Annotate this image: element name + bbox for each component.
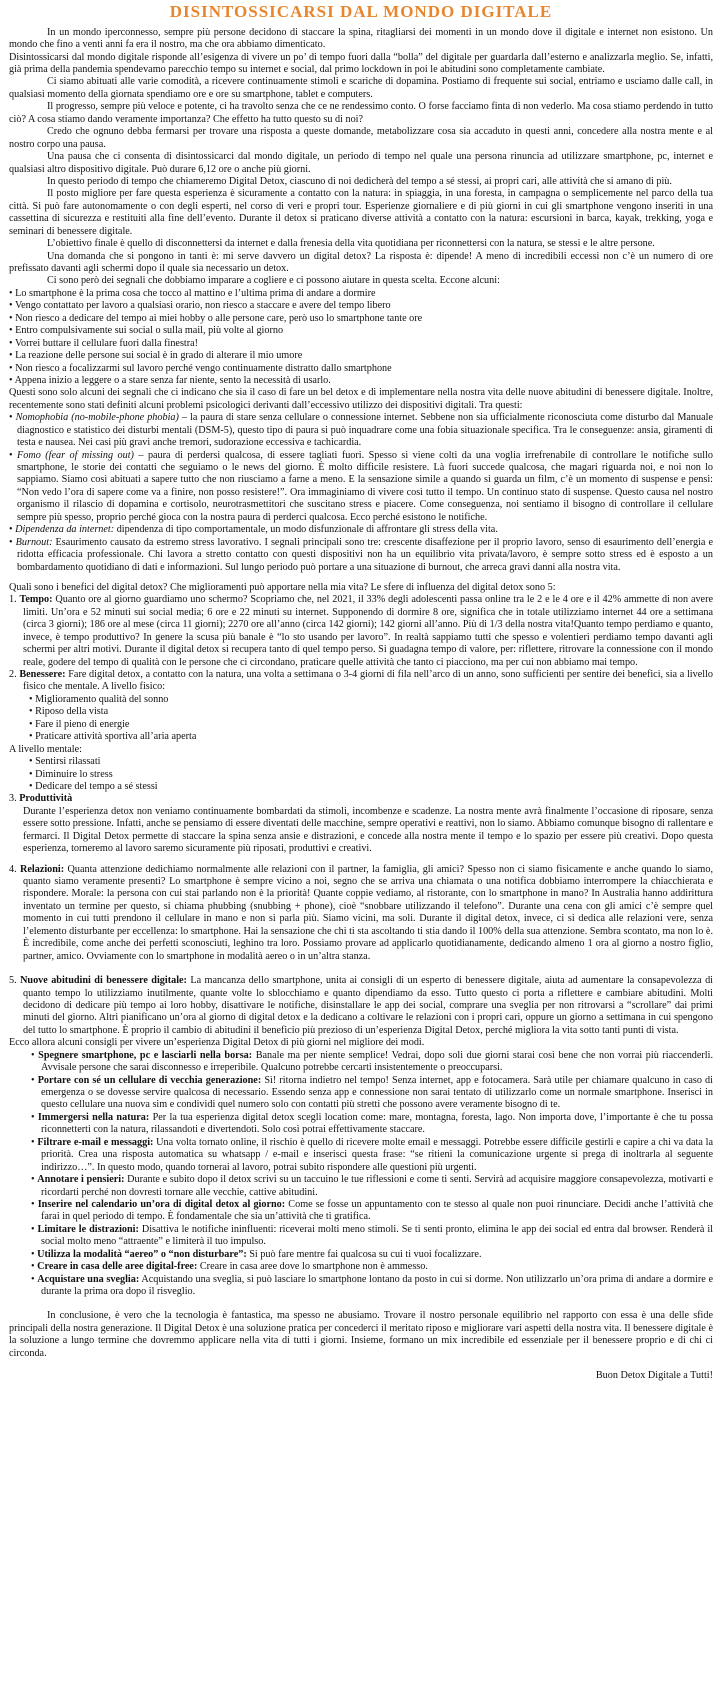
mental-benefit-text: Dedicare del tempo a sé stessi <box>35 780 158 792</box>
disorder-term: Fomo (fear of missing out) <box>17 449 134 461</box>
physical-benefit-item: • Fare il pieno di energie <box>29 718 130 730</box>
physical-benefit-text: Miglioramento qualità del sonno <box>35 693 169 705</box>
tip-text: Banale ma per niente semplice! Vedrai, dopo soli due giorni starai così bene che non vorrai più riaccenderli. Avvisale persone che sarai disconnesso e irreperibile. Qualcuno potrebbe cercarti insistentemente o preoccuparsi. <box>41 1049 713 1074</box>
signal-item: • Non riesco a dedicare del tempo ai miei hobby o alle persone care, però uso lo smartphone tante ore <box>9 312 423 324</box>
signal-item: • La reazione delle persone sui social è in grado di alterare il mio umore <box>9 350 303 362</box>
tip-item <box>31 1261 713 1273</box>
disorder-item: • Fomo (fear of missing out) – paura di perdersi qualcosa, di essere tagliati fuori. Spesso si viene colti da una voglia irrefrenabile di controllare le notifiche sullo smartphone, le storie dei contatti che seguiamo o le news del giorno. È molto difficile resistere. Là fuori succede qualcosa, che magari riguarda noi, e noi non lo sappiamo. Siamo così abituati a sapere tutto che non riusciamo a farne a meno. E la sensazione simile a quando si guarda un film, c’è un momento di suspense e pensi: “Non vedo l’ora di sapere come va a finire, non posso resistere!”. Ora immaginiamo di vivere così tutto il tempo. Un continuo stato di suspense. Questo causa nel nostro organismo il rilascio di dopamina e cortisolo, neurotrasmettitori che suscitano stress e piacere. Come conseguenza, noi sentiamo il bisogno di controllare il cellulare sempre più spesso, proprio perché gioca con la nostra paura di perderci qualcosa. Ecco perché esistono le notifiche. <box>9 449 713 523</box>
intro-paragraph: Il posto migliore per fare questa esperienza è sicuramente a contatto con la natura: in spiaggia, in una foresta, in campagna o semplicemente nel parco della tua città. Si può fare autonomamente o con degli esperti, nel corso di veri e propri tour. Esperienze giornaliere e di più giorni in cui gli smartphone vengono inseriti in una cassettina di sicurezza e restituiti alla fine dell’evento. Durante il detox si praticano diverse attività a contatto con la natura: escursioni in barca, kayak, trekking, yoga e seminari di benessere digitale. <box>9 188 713 237</box>
mental-label: A livello mentale: <box>9 743 82 755</box>
physical-benefit-text: Riposo della vista <box>35 706 109 718</box>
intro-paragraph: Una pausa che ci consenta di disintossicarci dal mondo digitale, un periodo di tempo nel quale una persona rinuncia ad utilizzare smartphone, pc, internet e qualsiasi altro dispositivo digitale. Può durare 6,12 ore o anche più giorni. <box>9 151 713 175</box>
disorder-term: Nomophobia (no-mobile-phone phobia) <box>15 412 179 424</box>
signal-text: Entro compulsivamente sui social o sulla mail, più volte al giorno <box>15 325 284 337</box>
intro-paragraph: Il progresso, sempre più veloce e potente, ci ha travolto senza che ce ne rendessimo conto. O forse facciamo finta di non vederlo. Ma cosa stiamo perdendo in tutto ciò? A cosa stiamo dando veramente importanza? Che effetto ha tutto questo su di noi? <box>9 101 713 125</box>
tip-label: Acquistare una sveglia: <box>37 1273 140 1285</box>
tip-label: Immergersi nella natura: <box>37 1111 150 1123</box>
signal-text: Non riesco a focalizzarmi sul lavoro perché vengo continuamente distratto dallo smartphone <box>15 362 392 374</box>
disorder-item: • Burnout: Esaurimento causato da estremo stress lavorativo. I segnali principali sono tre: crescente disaffezione per il proprio lavoro, senso di esaurimento dell’energia e ridotta efficacia professionale. Chi lavora a stretto contatto con questi dispositivi non ha un equilibrio vita privata/lavoro, è sempre sotto stress ed è esposto a un bombardamento quotidiano di dati e informazioni. Sul lungo periodo può portare a una situazione di burnout, che arreca gravi danni alla nostra vita. <box>9 536 714 573</box>
tip-item <box>31 1075 713 1112</box>
disorder-text: dipendenza di tipo comportamentale, un modo disfunzionale di affrontare gli stress della vita. <box>114 524 498 536</box>
intro-paragraph: In questo periodo di tempo che chiameremo Digital Detox, ciascuno di noi dedicherà del tempo a sé stessi, ai propri cari, alle attività che si amano di più. <box>47 175 672 187</box>
signal-item: • Vengo contattato per lavoro a qualsiasi orario, non riesco a staccare e avere del tempo libero <box>9 300 391 312</box>
intro-paragraph: In un mondo iperconnesso, sempre più persone decidono di staccare la spina, ritagliarsi dei momenti in un mondo dove il digitale e internet non esistono. Un mondo che fino a venti anni fa era il nostro, ma che ora abbiamo dimenticato. <box>9 26 713 51</box>
tip-item <box>31 1137 713 1174</box>
benefit-relazioni: 4. Relazioni: Quanta attenzione dedichiamo normalmente alle relazioni con il partner, la famiglia, gli amici? Spesso non ci siamo fisicamente e anche quando lo siamo, quanto siamo veramente presenti? Lo smartphone è sempre vicino a noi, segno che se arriva una chiamata o una notifica dobbiamo interrompere la chiacchierata e rispondere. Morale: la persona con cui stai parlando non è la priorità! Quante coppie vediamo, al ristorante, con lo smartphone in mano? In Australia hanno addirittura inventato un termine per questo, si chiama phubbing (snubbing + phone), cioè “snobbare utilizzando il telefono”. Durante una cena con gli amici c’è sempre quel momento in cui tutti prendono il cellulare in mano e non si parla più. Siamo vicini, ma soli. Durante il digital detox, invece, ci si dedica alle relazioni vere, senza l’elemento disturbante per eccellenza: lo smartphone. Hai la sensazione che chi ti sta ascoltando ti stia dando il 100% della sua attenzione. Sembra scontato, ma non lo è. È incredibile, come anche dei perfetti sconosciuti, leghino tra loro. Possiamo provare ad applicarlo quotidianamente, dedicando almeno 1 ora al giorno a nostro figlio, partner, amico. Ovviamente con lo smartphone in modalità aereo o in un’altra stanza. <box>9 863 713 962</box>
intro-paragraph: Ci siamo abituati alle varie comodità, a ricevere continuamente stimoli e scariche di dopamina. Postiamo di frequente sui social, entriamo e usciamo dalle call, in qualsiasi momento della giornata spendiamo ore e ore su smartphone, tablet e computers. <box>9 76 713 100</box>
signal-text: Lo smartphone è la prima cosa che tocco al mattino e l’ultima prima di andare a dormire <box>15 287 376 299</box>
disorders-list <box>9 412 713 574</box>
signal-item: • Non riesco a focalizzarmi sul lavoro perché vengo continuamente distratto dallo smartphone <box>9 362 392 374</box>
benefit-tempo: 1. Tempo: Quanto ore al giorno guardiamo uno schermo? Scopriamo che, nel 2021, il 33% degli adolescenti passa online tra le 2 e le 4 ore e il 42% ammette di non avere limiti. Un’ora e 52 minuti sui social media; 6 ore e 22 minuti su internet. Supponendo di dormire 8 ore, significa che in totale utilizziamo internet 44 ore a settimana (circa 3 giorni); 186 ore al mese (circa 11 giorni); 2270 ore all’anno (circa 142 giorni); 142 giorni all’anno. Più di 1/3 della nostra vita!Quanto tempo perdiamo e quanto, invece, è tempo produttivo? In genere la scusa più banale è “lo sto usando per lavoro”. In realtà sappiamo tutti che spesso e volentieri perdiamo tempo davanti agli schermi per altri motivi. Durante il digital detox si recupera tanto di quel tempo perso. Si guadagna tempo di valore, per: riflettere, ritrovare la connessione con il mondo reale, godere del tempo di qualità con le persone che ci circondano, praticare quelle attività che tanto ci piacciono, ma per cui non abbiamo mai tempo. <box>9 594 713 668</box>
disorder-text: – paura di perdersi qualcosa, di essere tagliati fuori. Spesso si viene colti da una voglia irrefrenabile di controllare le notifiche sullo smartphone, le storie dei contatti che seguiamo o le news del giorno. È molto difficile resistere. Là fuori succede qualcosa, che magari riguarda noi, e noi non lo sappiamo. Siamo così abituati a sapere tutto che non riusciamo a farne a meno. E la sensazione simile a quando si guarda un film, c’è un momento di suspense e pensi: “Non vedo l’ora di sapere come va a finire, non posso resistere!”. Ora immaginiamo di vivere così tutto il tempo. Un continuo stato di suspense. Questo causa nel nostro organismo il rilascio di dopamina e cortisolo, neurotrasmettitori che suscitano stress e piacere. Come conseguenza, noi sentiamo il bisogno di controllare il cellulare sempre più spesso, proprio perché gioca con la nostra paura di perderci qualcosa. Ecco perché esistono le notifiche. <box>17 449 713 523</box>
benefits-intro: Quali sono i benefici del digital detox? Che miglioramenti può apportare nella mia vita? Le sfere di influenza del digital detox sono 5: <box>9 581 556 593</box>
tip-label: Portare con sé un cellulare di vecchia generazione: <box>37 1074 262 1086</box>
benefit-produttivita-text: Durante l’esperienza detox non veniamo continuamente bombardati da stimoli, incombenze e scadenze. La nostra mente avrà finalmente l’occasione di riposare, senza essere sotto pressione. Infatti, anche se pensiamo di essere diventati delle macchine, sempre operativi e reattivi, non lo siamo. Abbiamo comunque bisogno di rallentare e fermarci. Il Digital Detox permette di staccare la spina senza ansie e distrazioni, e concede alla nostra mente il tempo e lo spazio per essere più creativi. Dopo questa esperienza, torneremo al lavoro saremo sicuramente più riposati, produttivi e creativi. <box>23 805 713 855</box>
disorder-item: • Dipendenza da internet: dipendenza di tipo comportamentale, un modo disfunzionale di affrontare gli stress della vita. <box>9 524 498 536</box>
disorder-term: Burnout: <box>15 536 53 548</box>
disorder-term: Dipendenza da internet: <box>15 524 115 536</box>
signals-after-paragraph: Questi sono solo alcuni dei segnali che ci indicano che sia il caso di fare un bel detox e di implementare nella nostra vita delle nuove abitudini di benessere digitale. Inoltre, recentemente sono stati definiti alcuni problemi psicologici derivanti dall’eccessivo utilizzo dei dispositivi digitali. Tra questi: <box>9 387 713 411</box>
physical-benefit-item: • Praticare attività sportiva all’aria aperta <box>29 731 197 743</box>
benefit-produttivita-heading: 3. Produttività <box>9 793 73 805</box>
tip-item <box>31 1112 713 1137</box>
intro-paragraph: L’obiettivo finale è quello di disconnettersi da internet e dalla frenesia della vita quotidiana per riconnettersi con la natura, se stessi e le altre persone. <box>47 238 655 250</box>
document-title: DISINTOSSICARSI DAL MONDO DIGITALE <box>169 2 553 21</box>
tip-label: Creare in casa delle aree digital-free: <box>37 1261 198 1273</box>
tip-item <box>31 1174 713 1199</box>
signal-text: Vorrei buttare il cellulare fuori dalla finestra! <box>14 337 199 349</box>
tip-label: Filtrare e-mail e messaggi: <box>37 1136 154 1148</box>
disorder-item: • Nomophobia (no-mobile-phone phobia) – la paura di stare senza cellulare o connessione internet. Sebbene non sia ufficialmente riconosciuta come disturbo dal Manuale diagnostico e statistico dei disturbi mentali (DSM-5), questo tipo di paura si può inquadrare come una fobia situazionale specifica. Tra le conseguenze: ansia, giramenti di testa e nausea. Nei casi più gravi anche tremori, sudorazione eccessiva e tachicardia. <box>9 412 713 449</box>
tip-item <box>31 1274 713 1299</box>
tip-text: Sì! ritorna indietro nel tempo! Senza internet, app e fotocamera. Sarà utile per chiamare qualcuno in caso di emergenza o se dovesse servire qualcosa di necessario. Essendo senza app e connessione non sarai tentato di utilizzarlo come un normale smartphone. Inserisci in questo cellulare una nuova sim e condividi quel numero solo con contatti più stretti che possono avere veramente bisogno di te. <box>41 1074 713 1111</box>
tip-label: Annotare i pensieri: <box>37 1174 125 1186</box>
benefit-abitudini: 5. Nuove abitudini di benessere digitale: La mancanza dello smartphone, unita ai consigli di un esperto di benessere digitale, aiuta ad aumentare la consapevolezza di quanto tempo lo utilizziamo inutilmente, quante volte lo sblocchiamo e quanto dipendiamo da esso. Tutto questo ci porta a riflettere e cambiare abitudini. Molti decidono di dedicare più tempo ai loro hobby, disattivare le notifiche, disinstallare le app dei social, comprare una sveglia per non ritrovarsi a “scrollare” dai primi minuti del giorno. Altri pianificano un’ora al giorno di digital detox e la dedicano a coltivare le relazioni con i propri cari, oppure un giorno a settimana in cui spengono del tutto lo smartphone. È proprio il cambio di abitudini il beneficio più prezioso di un’esperienza Digital Detox, perché migliora la vita sotto tanti punti di vista. <box>9 975 713 1036</box>
tip-text: Acquistando una sveglia, si può lasciare lo smartphone lontano da posto in cui si dorme. Non utilizzarlo un’ora prima di andare a dormire e durante la prima ora dopo il risveglio. <box>41 1273 713 1298</box>
tip-text: Come se fosse un appuntamento con te stesso al quale non puoi rinunciare. Decidi anche l’attività che farai in quel periodo di tempo. È fondamentale che sia un’attività che ti gratifica. <box>41 1198 713 1223</box>
tip-text: Si può fare mentre fai qualcosa su cui ti vuoi focalizzare. <box>246 1248 482 1260</box>
signoff: Buon Detox Digitale a Tutti! <box>595 1370 713 1382</box>
signal-item: • Lo smartphone è la prima cosa che tocco al mattino e l’ultima prima di andare a dormire <box>9 287 376 299</box>
signals-list <box>9 288 713 388</box>
mental-benefit-text: Diminuire lo stress <box>35 768 113 780</box>
tip-text: Per la tua esperienza digital detox scegli location come: mare, montagna, foresta, lago. Non importa dove, l’importante è che tu possa riconnetterti con la natura, rilassandoti e divertendoti. Solo così potrai effettivamente staccare. <box>41 1111 713 1136</box>
tip-text: Una volta tornato online, il rischio è quello di ricevere molte email e messaggi. Potrebbe essere difficile gestirli e capire a chi va data la priorità. Crea una risposta automatica su whatsapp / e-mail e inserisci questa frase: “se ritieni la comunicazione urgente si prega di inoltrarla al seguente indirizzo…”. In questo modo, quando tornerai al lavoro, potrai subito rispondere alle questioni più urgenti. <box>41 1136 713 1173</box>
signal-item: • Vorrei buttare il cellulare fuori dalla finestra! <box>9 337 199 349</box>
disorder-text: – la paura di stare senza cellulare o connessione internet. Sebbene non sia ufficialmente riconosciuta come disturbo dal Manuale diagnostico e statistico dei disturbi mentali (DSM-5), questo tipo di paura si può inquadrare come una fobia situazionale specifica. Tra le conseguenze: ansia, giramenti di testa e nausea. Nei casi più gravi anche tremori, sudorazione eccessiva e tachicardia. <box>17 412 713 449</box>
tips-list <box>31 1050 713 1299</box>
tip-text: Disattiva le notifiche ininfluenti: riceverai molti meno stimoli. Se ti senti pronto, elimina le app dei social ed entra dal browser. Renderà il social molto meno “attraente” e limiterà il tuo impulso. <box>41 1223 713 1248</box>
tips-intro: Ecco allora alcuni consigli per vivere un’esperienza Digital Detox di più giorni nel migliore dei modi. <box>9 1037 425 1049</box>
mental-benefit-item: • Dedicare del tempo a sé stessi <box>29 780 158 792</box>
tip-item <box>31 1050 713 1075</box>
mental-benefit-item: • Sentirsi rilassati <box>29 756 101 768</box>
tip-label: Utilizza la modalità “aereo” o “non disturbare”: <box>37 1248 247 1260</box>
signal-text: Vengo contattato per lavoro a qualsiasi orario, non riesco a staccare e avere del tempo libero <box>14 300 391 312</box>
tip-item <box>31 1199 713 1224</box>
conclusion-paragraph: In conclusione, è vero che la tecnologia è fantastica, ma spesso ne abusiamo. Trovare il nostro personale equilibrio nel rapporto con essa è una delle sfide principali della nostra generazione. Il Digital Detox è una soluzione pratica per concederci il meritato riposo e migliorare vari aspetti della nostra vita. Il benessere digitale è la soluzione a lungo termine che dovremmo applicare nella vita di tutti i giorni. Insieme, formano un mix incredibile ed essenziale per il benessere proprio e di chi ci circonda. <box>9 1310 713 1359</box>
signal-text: La reazione delle persone sui social è in grado di alterare il mio umore <box>15 350 303 362</box>
physical-benefit-item: • Miglioramento qualità del sonno <box>29 693 169 705</box>
intro-paragraph: Credo che ognuno debba fermarsi per trovare una risposta a queste domande, metabolizzare cosa sia accaduto in questi anni, concedere alla nostra mente e al nostro corpo una pausa. <box>9 126 713 150</box>
physical-benefit-item: • Riposo della vista <box>29 706 109 718</box>
disorder-text: Esaurimento causato da estremo stress lavorativo. I segnali principali sono tre: crescente disaffezione per il proprio lavoro, senso di esaurimento dell’energia e ridotta efficacia professionale. Chi lavora a stretto contatto con questi dispositivi non ha un equilibrio vita privata/lavoro, è sempre sotto stress ed è esposto a un bombardamento quotidiano di dati e informazioni. Sul lungo periodo può portare a una situazione di burnout, che arreca gravi danni alla nostra vita. <box>17 536 714 573</box>
tip-text: Creare in casa aree dove lo smartphone non è ammesso. <box>197 1261 428 1273</box>
mental-benefit-item: • Diminuire lo stress <box>29 768 113 780</box>
tip-item <box>31 1249 713 1261</box>
physical-benefits-list <box>9 694 713 744</box>
tip-text: Durante e subito dopo il detox scrivi su un taccuino le tue riflessioni e come ti senti. Servirà ad acquisire maggiore consapevolezza, motivarti e ricordarti perché non dovresti tornare alle vecchie, cattive abitudini. <box>41 1174 714 1198</box>
mental-benefit-text: Sentirsi rilassati <box>35 756 101 768</box>
document <box>9 0 713 1383</box>
physical-benefit-text: Praticare attività sportiva all’aria aperta <box>35 731 197 743</box>
signal-item: • Entro compulsivamente sui social o sulla mail, più volte al giorno <box>9 325 284 337</box>
benefit-benessere: 2. Benessere: Fare digital detox, a contatto con la natura, una volta a settimana o 3-4 giorni di fila nell’arco di un anno, sono sufficienti per sentire dei benefici, sia a livello fisico che mentale. A livello fisico: <box>9 669 714 693</box>
intro-paragraph: Ci sono però dei segnali che dobbiamo imparare a cogliere e ci possono aiutare in questa scelta. Eccone alcuni: <box>47 275 500 287</box>
tip-label: Spegnere smartphone, pc e lasciarli nella borsa: <box>38 1049 253 1061</box>
signal-text: Non riesco a dedicare del tempo ai miei hobby o alle persone care, però uso lo smartphone tante ore <box>15 312 423 324</box>
physical-benefit-text: Fare il pieno di energie <box>35 718 130 730</box>
intro-paragraph: Una domanda che si pongono in tanti è: mi serve davvero un digital detox? La risposta è: dipende! A meno di incredibili eccessi non c’è un numero di ore prefissato davanti agli schermi dopo il quale sia necessario un detox. <box>9 250 713 275</box>
tip-label: Limitare le distrazioni: <box>37 1223 139 1235</box>
intro-section <box>9 27 713 288</box>
mental-benefits-list <box>9 756 713 793</box>
signal-item: • Appena inizio a leggere o a stare senza far niente, sento la necessità di usarlo. <box>9 374 331 386</box>
tip-label: Inserire nel calendario un’ora di digital detox al giorno: <box>37 1198 286 1210</box>
intro-paragraph: Disintossicarsi dal mondo digitale risponde all’esigenza di vivere un po’ di tempo fuori dalla “bolla” del digitale per guardarla dall’esterno e analizzarla meglio. Se, infatti, già prima della pandemia spendevamo parecchio tempo su internet e social, dal primo lockdown in poi le abitudini sono completamente cambiate. <box>9 51 713 76</box>
tip-item <box>31 1224 713 1249</box>
signal-text: Appena inizio a leggere o a stare senza far niente, sento la necessità di usarlo. <box>14 374 331 386</box>
